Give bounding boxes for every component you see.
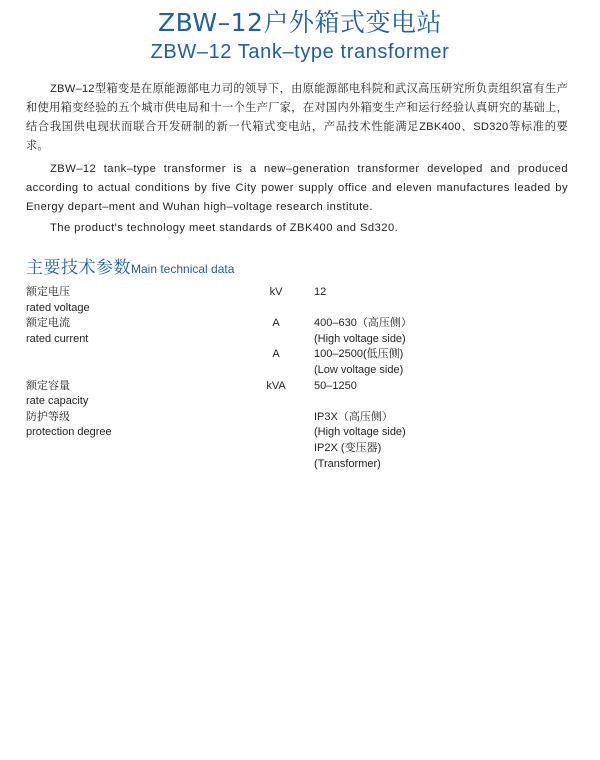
spec-row [26, 301, 586, 317]
spec-row [26, 441, 586, 457]
spec-row [26, 394, 586, 410]
spec-row [26, 425, 586, 441]
page-subtitle: ZBW–12 Tank–type transformer [150, 41, 450, 63]
spec-row [26, 410, 586, 426]
spec-value: 12 [314, 286, 327, 298]
spec-label: rated voltage [26, 301, 90, 314]
spec-value: IP3X（高压侧） [314, 410, 393, 423]
spec-label: 额定容量 [26, 379, 70, 392]
spec-value: 50–1250 [314, 379, 357, 392]
spec-unit: kVA [266, 379, 286, 392]
standards-paragraph: The product's technology meet standards of ZBK400 and Sd320. [50, 222, 399, 234]
spec-row [26, 332, 586, 348]
spec-row [26, 363, 586, 379]
spec-row [26, 379, 586, 395]
spec-label: rate capacity [26, 395, 89, 408]
section-heading-chinese: 主要技术参数 [26, 258, 131, 278]
spec-label: 额定电流 [26, 317, 70, 330]
spec-value: (Transformer) [314, 457, 381, 470]
spec-row [26, 285, 586, 301]
intro-paragraph-english: ZBW–12 tank–type transformer is a new–generation transformer developed and produced according to actual conditions by five City power supply office and eleven manufactures leaded by Energy depart–ment and Wuhan high–voltage research institute. [26, 163, 568, 213]
spec-label: 防护等级 [26, 410, 70, 423]
spec-value: (Low voltage side) [314, 363, 404, 376]
section-heading [26, 253, 234, 278]
page-title: ZBW–12户外箱式变电站 [158, 8, 442, 37]
spec-row [26, 347, 586, 363]
spec-unit: A [272, 348, 280, 361]
spec-label: protection degree [26, 426, 112, 439]
spec-value: 400–630（高压侧） [314, 317, 412, 330]
spec-value: (High voltage side) [314, 426, 406, 439]
spec-label: 额定电压 [26, 286, 70, 298]
spec-table [26, 285, 586, 472]
spec-unit: A [272, 317, 280, 330]
spec-label: rated current [26, 332, 89, 345]
spec-row [26, 316, 586, 332]
intro-paragraph-chinese: ZBW–12型箱变是在原能源部电力司的领导下，由原能源部电科院和武汉高压研究所负责组织富有生产和使用箱变经验的五个城市供电局和十一个生产厂家，在对国内外箱变生产和运行经验认真研究的基础上，结合我国供电现状而联合开发研制的新一代箱式变电站，产品技术性能满足ZBK400、SD320等标准的要求。 [26, 83, 568, 152]
spec-unit: kV [269, 286, 283, 298]
spec-value: (High voltage side) [314, 332, 406, 345]
section-heading-english: Main technical data [131, 262, 235, 276]
spec-row [26, 457, 586, 473]
spec-value: IP2X (变压器) [314, 441, 382, 454]
spec-value: 100–2500(低压侧) [314, 348, 404, 361]
